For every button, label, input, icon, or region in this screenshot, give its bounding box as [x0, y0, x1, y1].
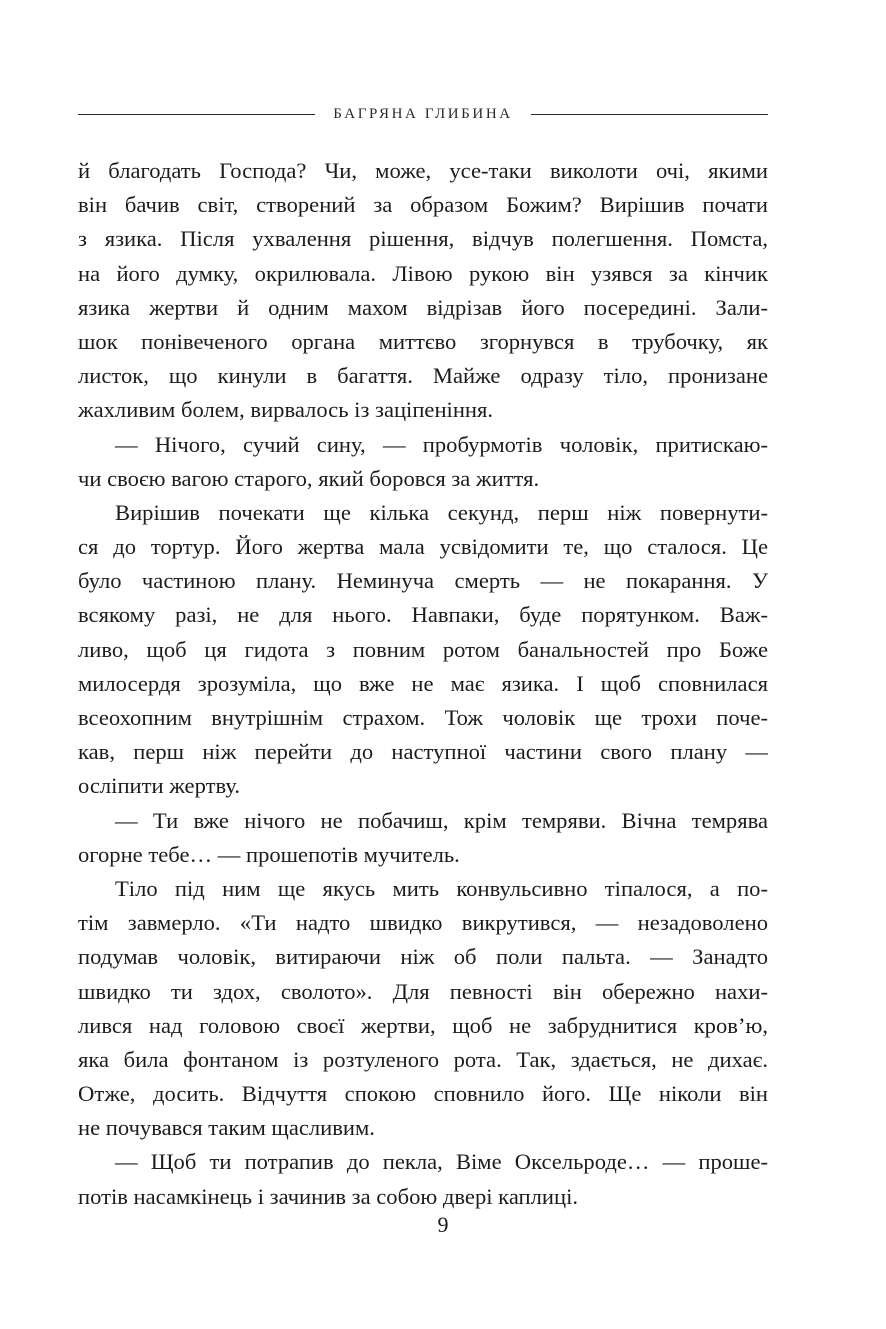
text-line: лився над головою своєї жертви, щоб не забруднитися кров’ю, [78, 1012, 768, 1038]
text-line: — Нічого, сучий сину, — пробурмотів чоловік, притискаю- [115, 431, 768, 457]
text-line: — Щоб ти потрапив до пекла, Віме Оксельроде… — проше- [115, 1149, 768, 1175]
text-line: було частиною плану. Неминуча смерть — не покарання. У [78, 568, 768, 594]
running-head [78, 100, 768, 128]
page-number: 9 [437, 1212, 449, 1237]
text-line: й благодать Господа? Чи, може, усе-таки виколоти очі, якими [78, 158, 768, 183]
text-line: огорне тебе… — прошепотів мучитель. [78, 841, 460, 867]
text-line: яка била фонтаном із розтуленого рота. Так, здається, не дихає. [78, 1046, 768, 1072]
text-line: язика жертви й одним махом відрізав його посередині. Зали- [78, 294, 768, 320]
text-line: — Ти вже нічого не побачиш, крім темряви. Вічна темрява [115, 807, 768, 833]
body-text [78, 154, 768, 1214]
text-line: Отже, досить. Відчуття спокою сповнило його. Ще ніколи він [78, 1081, 768, 1107]
text-line: з язика. Після ухвалення рішення, відчув полегшення. Помста, [78, 226, 768, 252]
text-line: чи своєю вагою старого, який боровся за життя. [78, 465, 540, 491]
text-line: листок, що кинули в багаття. Майже одразу тіло, пронизане [78, 363, 768, 389]
text-line: тім завмерло. «Ти надто швидко викрутився, — незадоволено [78, 910, 768, 936]
text-line: жахливим болем, вирвалось із заціпеніння. [78, 397, 494, 423]
header-rule-right [531, 114, 768, 115]
text-line: швидко ти здох, сволото». Для певності він обережно нахи- [78, 978, 768, 1004]
text-line: милосердя зрозуміла, що вже не має язика. І щоб сповнилася [78, 670, 768, 696]
text-line: шок понівеченого органа миттєво згорнувся в трубочку, як [78, 328, 768, 354]
text-line: всеохопним внутрішнім страхом. Тож чоловік ще трохи поче- [78, 705, 768, 730]
text-line: всякому разі, не для нього. Навпаки, буде порятунком. Важ- [78, 602, 768, 628]
text-line: ливо, щоб ця гидота з повним ротом банальностей про Боже [78, 636, 768, 662]
running-title: БАГРЯНА ГЛИБИНА [333, 105, 513, 122]
text-line: він бачив світ, створений за образом Божим? Вирішив почати [78, 192, 768, 218]
text-line: потів насамкінець і зачинив за собою двері каплиці. [78, 1183, 579, 1209]
text-line: ся до тортур. Його жертва мала усвідомити те, що сталося. Це [78, 534, 768, 560]
text-line: на його думку, окрилювала. Лівою рукою він узявся за кінчик [78, 260, 768, 286]
text-line: Вирішив почекати ще кілька секунд, перш ніж повернути- [115, 499, 768, 525]
text-line: не почувався таким щасливим. [78, 1115, 375, 1141]
text-line: кав, перш ніж перейти до наступної частини свого плану — [78, 739, 768, 765]
text-line: Тіло під ним ще якусь мить конвульсивно тіпалося, а по- [115, 875, 768, 901]
text-line: подумав чоловік, витираючи ніж об поли пальта. — Занадто [78, 944, 768, 970]
header-rule-left [78, 114, 315, 115]
text-line: осліпити жертву. [78, 773, 241, 799]
